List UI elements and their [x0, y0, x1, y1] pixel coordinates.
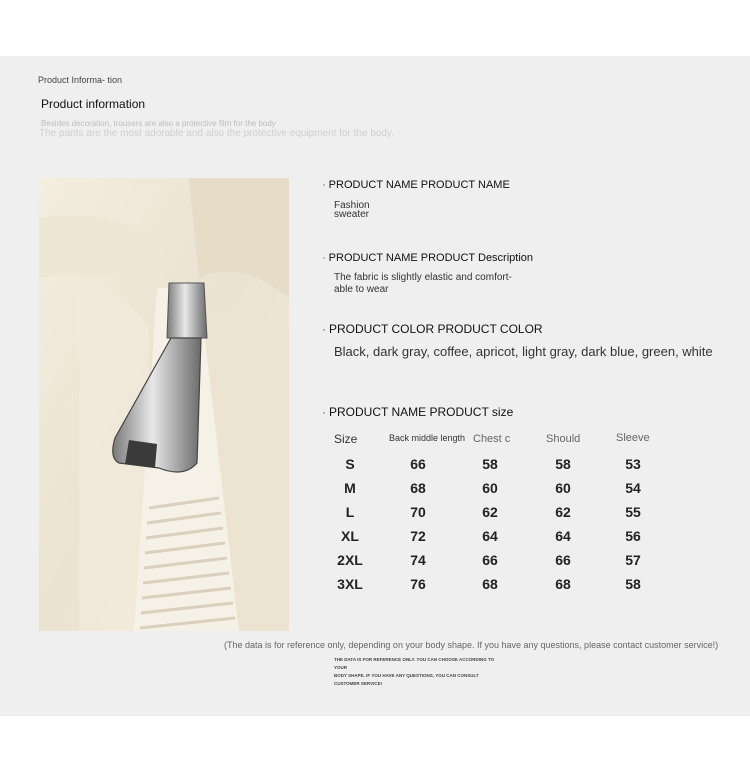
chest-cell: 60 — [482, 480, 498, 496]
section-small-label: Product Informa- tion — [38, 75, 123, 85]
back-length-cell: 74 — [410, 552, 426, 568]
bullet-icon: · — [322, 405, 326, 419]
back-length-cell: 72 — [410, 528, 426, 544]
sleeve-cell: 53 — [625, 456, 641, 472]
description-heading: · PRODUCT NAME PRODUCT Description — [322, 252, 534, 264]
back-length-cell: 76 — [410, 576, 426, 592]
chest-cell: 58 — [482, 456, 498, 472]
chest-col-header: Chest c — [473, 433, 511, 445]
shoulder-col-header: Should — [546, 433, 581, 445]
zipper-closeup-image — [39, 178, 289, 631]
back-length-cell: 66 — [410, 456, 426, 472]
chest-cell: 64 — [482, 528, 498, 544]
sleeve-col-header: Sleeve — [616, 432, 650, 444]
size-cell: XL — [341, 528, 359, 544]
size-cell: M — [344, 480, 356, 496]
section-subtitle-1: Besides decoration, trousers are also a protective film for the body — [41, 119, 276, 128]
sleeve-cell: 58 — [625, 576, 641, 592]
color-list: Black, dark gray, coffee, apricot, light gray, dark blue, green, white — [334, 344, 713, 359]
name-heading: · PRODUCT NAME PRODUCT NAME — [322, 179, 510, 191]
back-length-col-header: Back middle length — [389, 433, 466, 443]
description-value-line-2: able to wear — [334, 284, 389, 295]
fine-print — [334, 656, 504, 688]
shoulder-cell: 66 — [555, 552, 571, 568]
bullet-icon: · — [322, 322, 326, 336]
size-cell: L — [345, 504, 355, 520]
chest-cell: 68 — [482, 576, 498, 592]
chest-cell: 66 — [482, 552, 498, 568]
size-heading: · PRODUCT NAME PRODUCT size — [322, 405, 514, 419]
name-value-line-1: Fashion — [334, 200, 370, 211]
size-col-header: Size — [334, 432, 358, 446]
fine-print-line-2: BODY SHAPE. IF YOU HAVE ANY QUESTIONS, YOU CAN CONSULT CUSTOMER SERVICE! — [334, 673, 479, 686]
section-title: Product information — [41, 97, 146, 111]
shoulder-cell: 68 — [555, 576, 571, 592]
fine-print-line-1: THE DATA IS FOR REFERENCE ONLY. YOU CAN CHOOSE ACCORDING TO YOUR — [334, 657, 495, 670]
sleeve-cell: 56 — [625, 528, 641, 544]
back-length-cell: 68 — [410, 480, 426, 496]
size-cell: 3XL — [337, 576, 363, 592]
sleeve-cell: 55 — [625, 504, 641, 520]
shoulder-cell: 64 — [555, 528, 571, 544]
bullet-icon: · — [322, 252, 326, 264]
product-photo — [39, 178, 289, 631]
reference-note: (The data is for reference only, depending on your body shape. If you have any questions, please contact customer service!) — [224, 640, 719, 650]
back-length-cell: 70 — [410, 504, 426, 520]
size-cell: S — [345, 456, 355, 472]
shoulder-cell: 60 — [555, 480, 571, 496]
shoulder-cell: 62 — [555, 504, 571, 520]
size-cell: 2XL — [337, 552, 363, 568]
chest-cell: 62 — [482, 504, 498, 520]
name-value-line-2: sweater — [334, 209, 370, 220]
color-heading: · PRODUCT COLOR PRODUCT COLOR — [322, 322, 543, 336]
sleeve-cell: 54 — [625, 480, 641, 496]
description-value-line-1: The fabric is slightly elastic and comfort- — [334, 272, 512, 283]
section-subtitle-2: The pants are the most adorable and also the protective equipment for the body. — [39, 128, 395, 139]
shoulder-cell: 58 — [555, 456, 571, 472]
sleeve-cell: 57 — [625, 552, 641, 568]
bullet-icon: · — [322, 179, 326, 191]
